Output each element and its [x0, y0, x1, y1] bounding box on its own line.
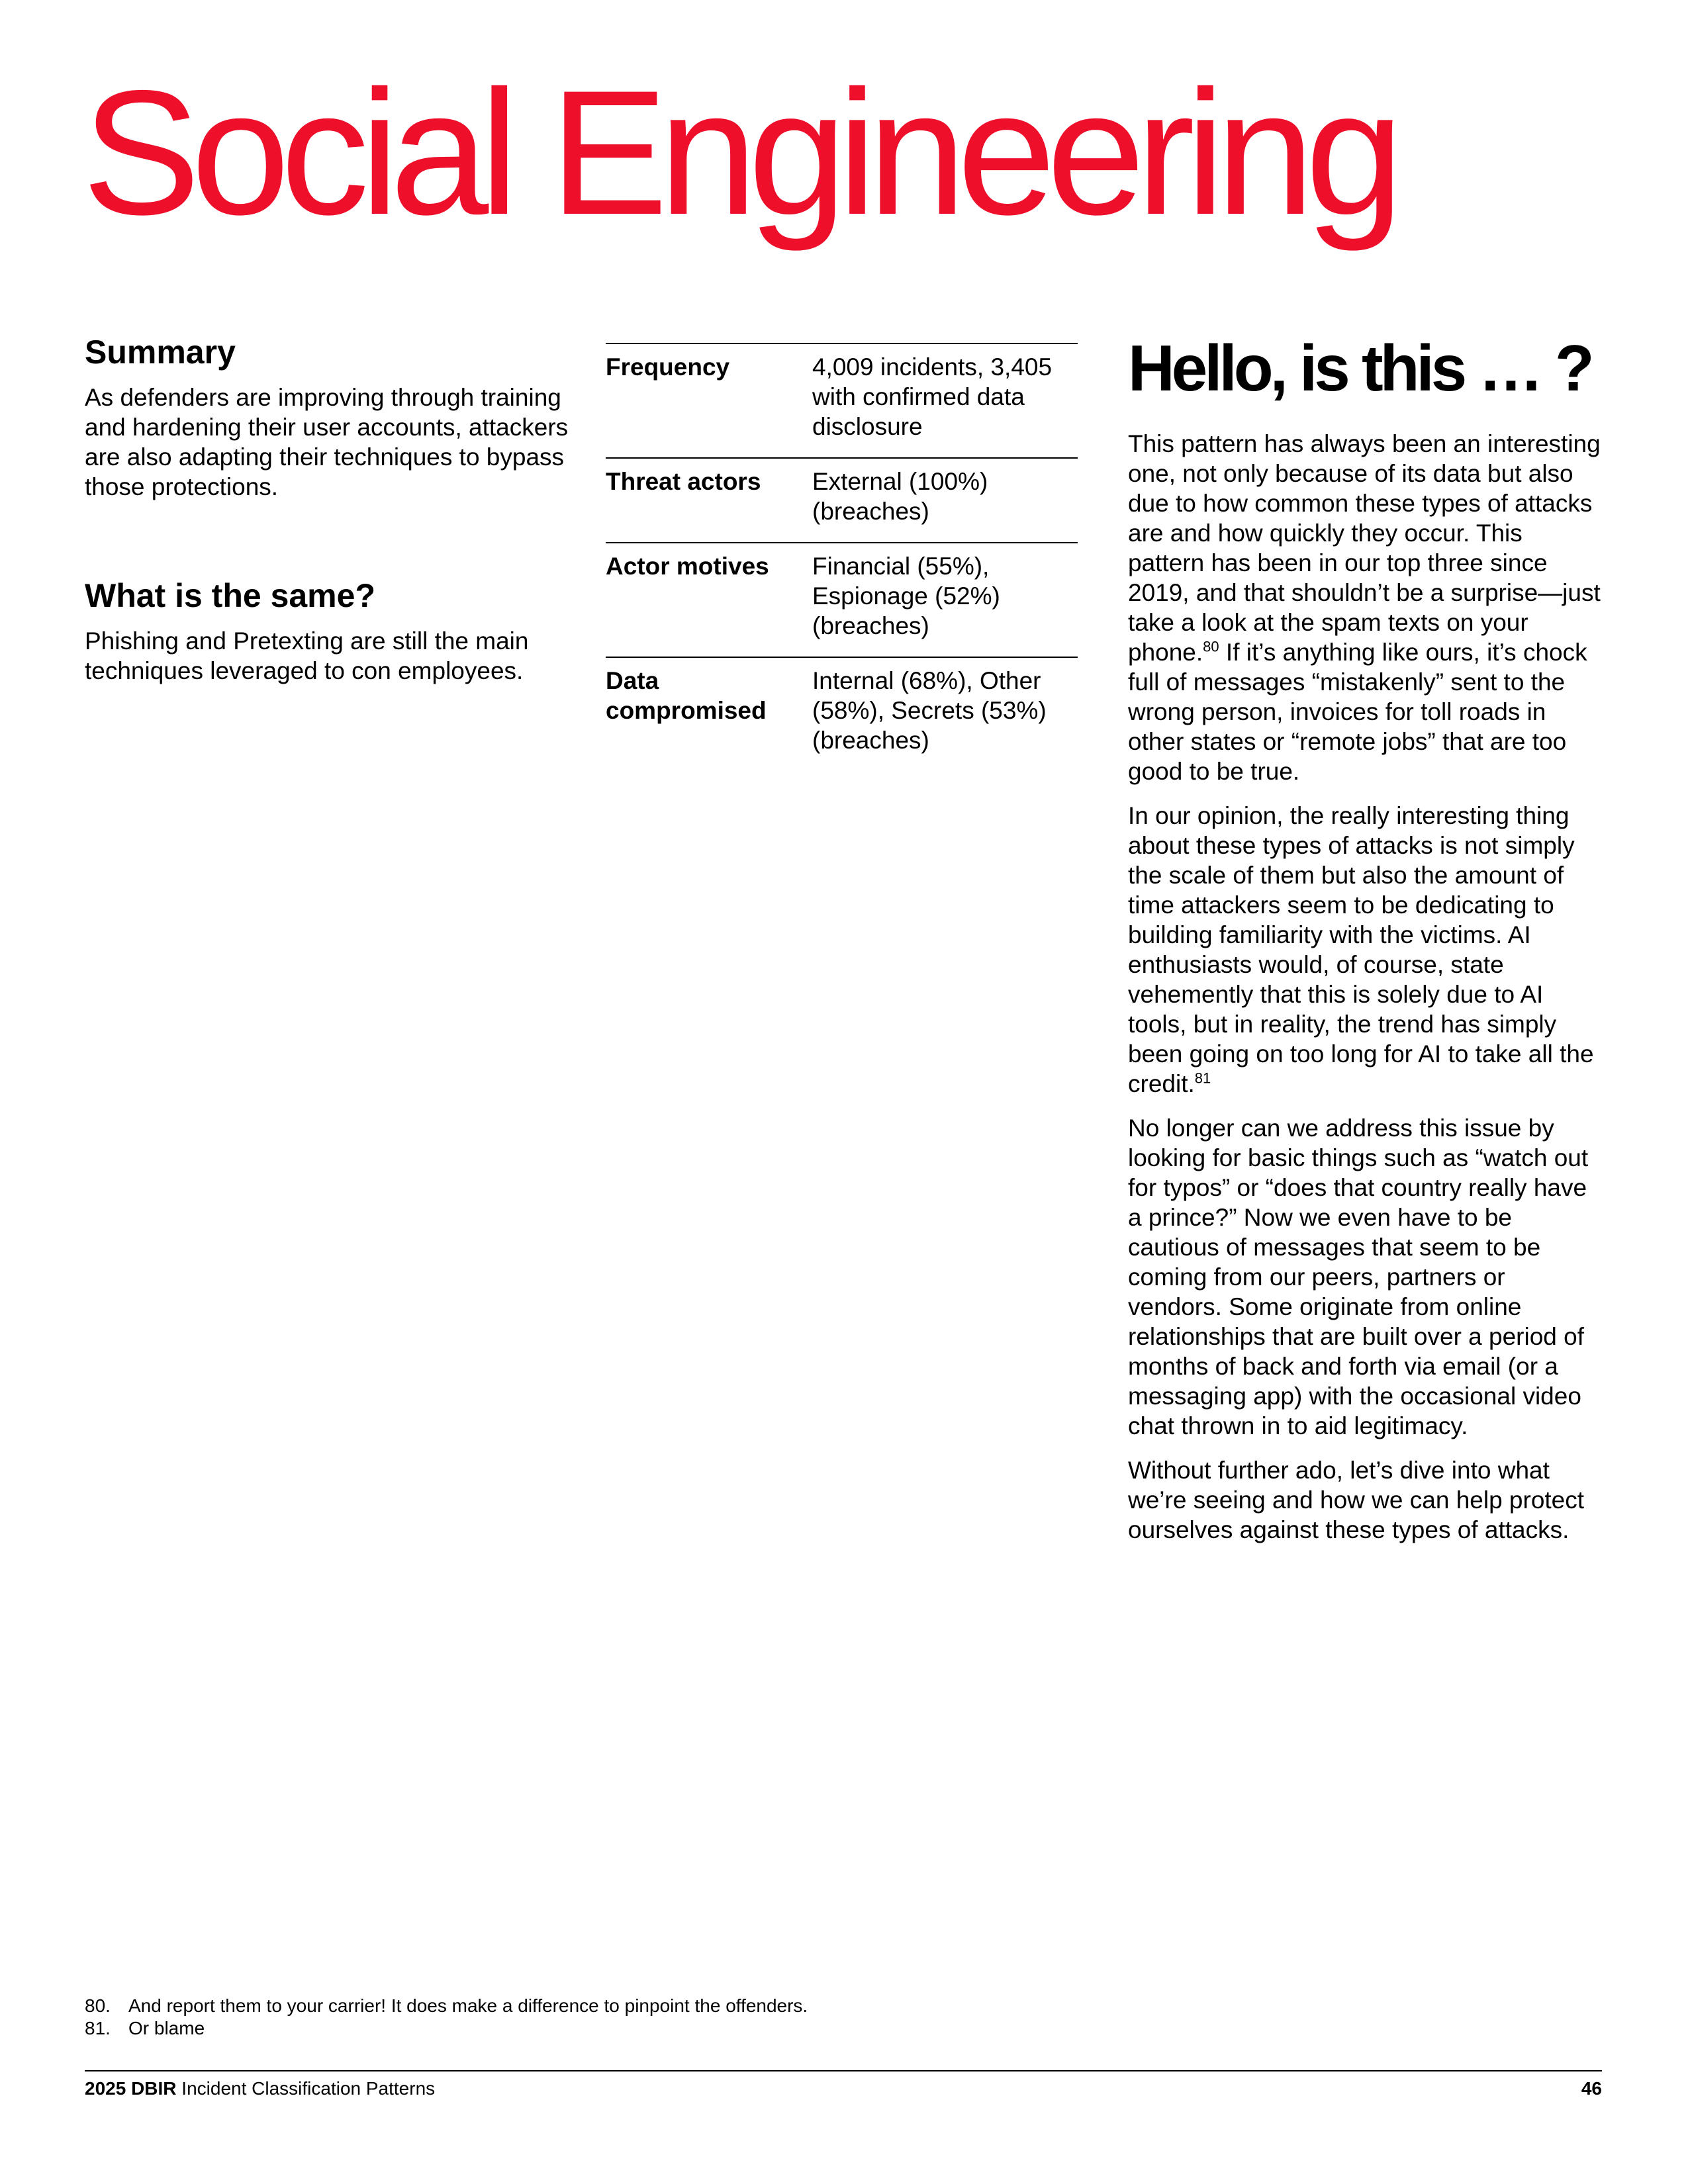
fact-label: Threat actors	[606, 468, 761, 495]
page-title: Social Engineering	[82, 53, 1395, 251]
footer-section: Incident Classification Patterns	[181, 2078, 436, 2099]
footer-brand: 2025 DBIR	[85, 2078, 177, 2099]
fact-label: Actor motives	[606, 553, 769, 580]
article-column	[1128, 334, 1605, 1559]
footnote-ref[interactable]: 81	[1194, 1069, 1211, 1087]
footer-title	[85, 2078, 435, 2099]
page-number: 46	[1581, 2078, 1602, 2099]
fact-value: 4,009 incidents, 3,405 with confirmed data disclosure	[812, 353, 1053, 440]
footnote-text: Or blame	[128, 2018, 205, 2038]
footer-divider	[85, 2070, 1602, 2071]
footnote-number: 81.	[85, 2018, 111, 2038]
article-heading: Hello, is this … ?	[1128, 332, 1591, 404]
fact-row	[606, 457, 1078, 542]
article-paragraph-2: In our opinion, the really interesting thing about these types of attacks is not simply the scale of them but also the amount of time attackers seem to be dedicating to building familiarity with the victims. AI enthusiasts would, of course, state vehemently that this is solely due to AI tools, but in reality, the trend has simply been going on too long for AI to take all the credit.$^{81}$	[1128, 801, 1594, 1097]
summary-text: As defenders are improving through training and hardening their user accounts, attackers are also adapting their techniques to bypass those protections.	[85, 384, 569, 500]
footnote-number: 80.	[85, 1995, 111, 2016]
footnote-ref[interactable]: 80	[1203, 638, 1219, 655]
fact-value: External (100%) (breaches)	[812, 468, 988, 525]
fact-value: Financial (55%), Espionage (52%) (breaches)	[812, 553, 1000, 639]
fact-row	[606, 343, 1078, 457]
page-footer	[85, 2078, 1602, 2099]
article-paragraph-1: This pattern has always been an interesting one, not only because of its data but also due to how common these types of attacks are and how quickly they occur. This pattern has been in our top three since 2019, and that shouldn’t be a surprise—just take a look at the spam texts on your phone.$^{80}$ If it’s anything like ours, it’s chock full of messages “mistakenly” sent to the wrong person, invoices for toll roads in other states or “remote jobs” that are too good to be true.	[1128, 430, 1601, 785]
fact-row	[606, 542, 1078, 657]
footnotes	[85, 1995, 808, 2040]
article-paragraph-3: No longer can we address this issue by looking for basic things such as “watch out for typos” or “does that country really have a prince?” Now we even have to be cautious of messages that seem to be coming from our peers, partners or vendors. Some originate from online relationships that are built over a period of months of back and forth via email (or a messaging app) with the occasional video chat thrown in to aid legitimacy.	[1128, 1114, 1589, 1439]
same-heading: What is the same?	[85, 577, 375, 614]
fact-label: Data compromised	[606, 667, 767, 724]
footnote	[85, 2017, 808, 2040]
fact-value: Internal (68%), Other (58%), Secrets (53%) (breaches)	[812, 667, 1047, 754]
fact-label: Frequency	[606, 353, 730, 381]
same-text: Phishing and Pretexting are still the main techniques leveraged to con employees.	[85, 627, 529, 684]
fact-row	[606, 657, 1078, 771]
footnote-text: And report them to your carrier! It does make a difference to pinpoint the offenders.	[128, 1995, 808, 2016]
facts-table	[606, 343, 1078, 771]
left-column	[85, 334, 575, 686]
summary-heading: Summary	[85, 334, 236, 371]
article-paragraph-4: Without further ado, let’s dive into what we’re seeing and how we can help protect ourselves against these types of attacks.	[1128, 1456, 1585, 1543]
footnote	[85, 1995, 808, 2017]
